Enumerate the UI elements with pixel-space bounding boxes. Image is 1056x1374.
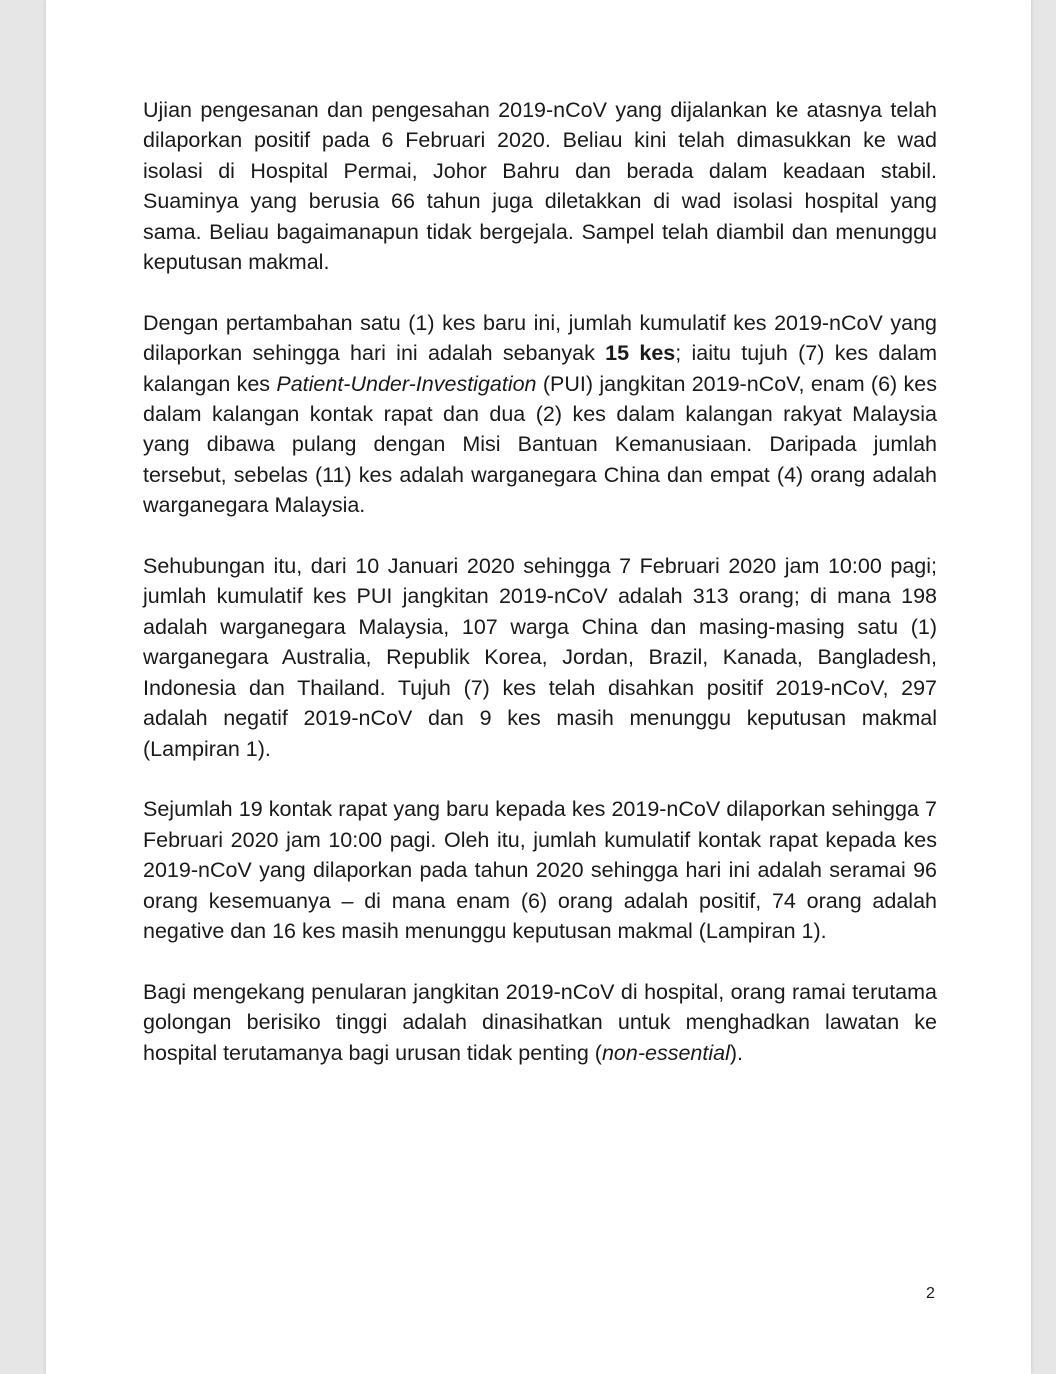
document-page: [46, 0, 1031, 1374]
paragraph-5-text-a: Bagi mengekang penularan jangkitan 2019-nCoV di hospital, orang ramai terutama golongan berisiko tinggi adalah dinasihatkan untuk menghadkan lawatan ke hospital terutamanya bagi urusan tidak penting (: [143, 979, 937, 1065]
pui-term-italic: Patient-Under-Investigation: [276, 371, 537, 396]
paragraph-2-text-a: Dengan pertambahan satu (1) kes baru ini, jumlah kumulatif kes 2019-nCoV yang dilaporkan sehingga hari ini adalah sebanyak: [143, 310, 937, 366]
paragraph-2: [143, 308, 937, 521]
paragraph-3: [143, 551, 937, 764]
paragraph-5-text-b: ).: [729, 1040, 743, 1065]
case-count-bold: 15 kes: [605, 341, 676, 366]
paragraph-4-text: Sejumlah 19 kontak rapat yang baru kepada kes 2019-nCoV dilaporkan sehingga 7 Februari 2020 jam 10:00 pagi. Oleh itu, jumlah kumulatif kontak rapat kepada kes 2019-nCoV yang dilaporkan pada tahun 2020 sehingga hari ini adalah seramai 96 orang kesemuanya – di mana enam (6) orang adalah positif, 74 orang adalah negative dan 16 kes masih menunggu keputusan makmal (Lampiran 1).: [143, 797, 937, 943]
paragraph-4: [143, 794, 937, 946]
non-essential-italic: non-essential: [601, 1040, 730, 1065]
paragraph-1-text: Ujian pengesanan dan pengesahan 2019-nCoV yang dijalankan ke atasnya telah dilaporkan positif pada 6 Februari 2020. Beliau kini telah dimasukkan ke wad isolasi di Hospital Permai, Johor Bahru dan berada dalam keadaan stabil. Suaminya yang berusia 66 tahun juga diletakkan di wad isolasi hospital yang sama. Beliau bagaimanapun tidak bergejala. Sampel telah diambil dan menunggu keputusan makmal.: [143, 98, 937, 275]
paragraph-5: [143, 977, 937, 1068]
paragraph-3-text: Sehubungan itu, dari 10 Januari 2020 sehingga 7 Februari 2020 jam 10:00 pagi; jumlah kumulatif kes PUI jangkitan 2019-nCoV adalah 313 orang; di mana 198 adalah warganegara Malaysia, 107 warga China dan masing-masing satu (1) warganegara Australia, Republik Korea, Jordan, Brazil, Kanada, Bangladesh, Indonesia dan Thailand. Tujuh (7) kes telah disahkan positif 2019-nCoV, 297 adalah negatif 2019-nCoV dan 9 kes masih menunggu keputusan makmal (Lampiran 1).: [143, 554, 937, 761]
paragraph-2-text-b: ; iaitu tujuh (7) kes dalam kalangan kes: [143, 341, 937, 396]
paragraph-1: [143, 95, 937, 277]
paragraph-2-text-c: (PUI) jangkitan 2019-nCoV, enam (6) kes dalam kalangan kontak rapat dan dua (2) kes dalam kalangan rakyat Malaysia yang dibawa pulang dengan Misi Bantuan Kemanusiaan. Daripada jumlah tersebut, sebelas (11) kes adalah warganegara China dan empat (4) orang adalah warganegara Malaysia.: [143, 371, 937, 518]
page-number: 2: [926, 1285, 935, 1302]
document-body: [143, 95, 937, 1098]
